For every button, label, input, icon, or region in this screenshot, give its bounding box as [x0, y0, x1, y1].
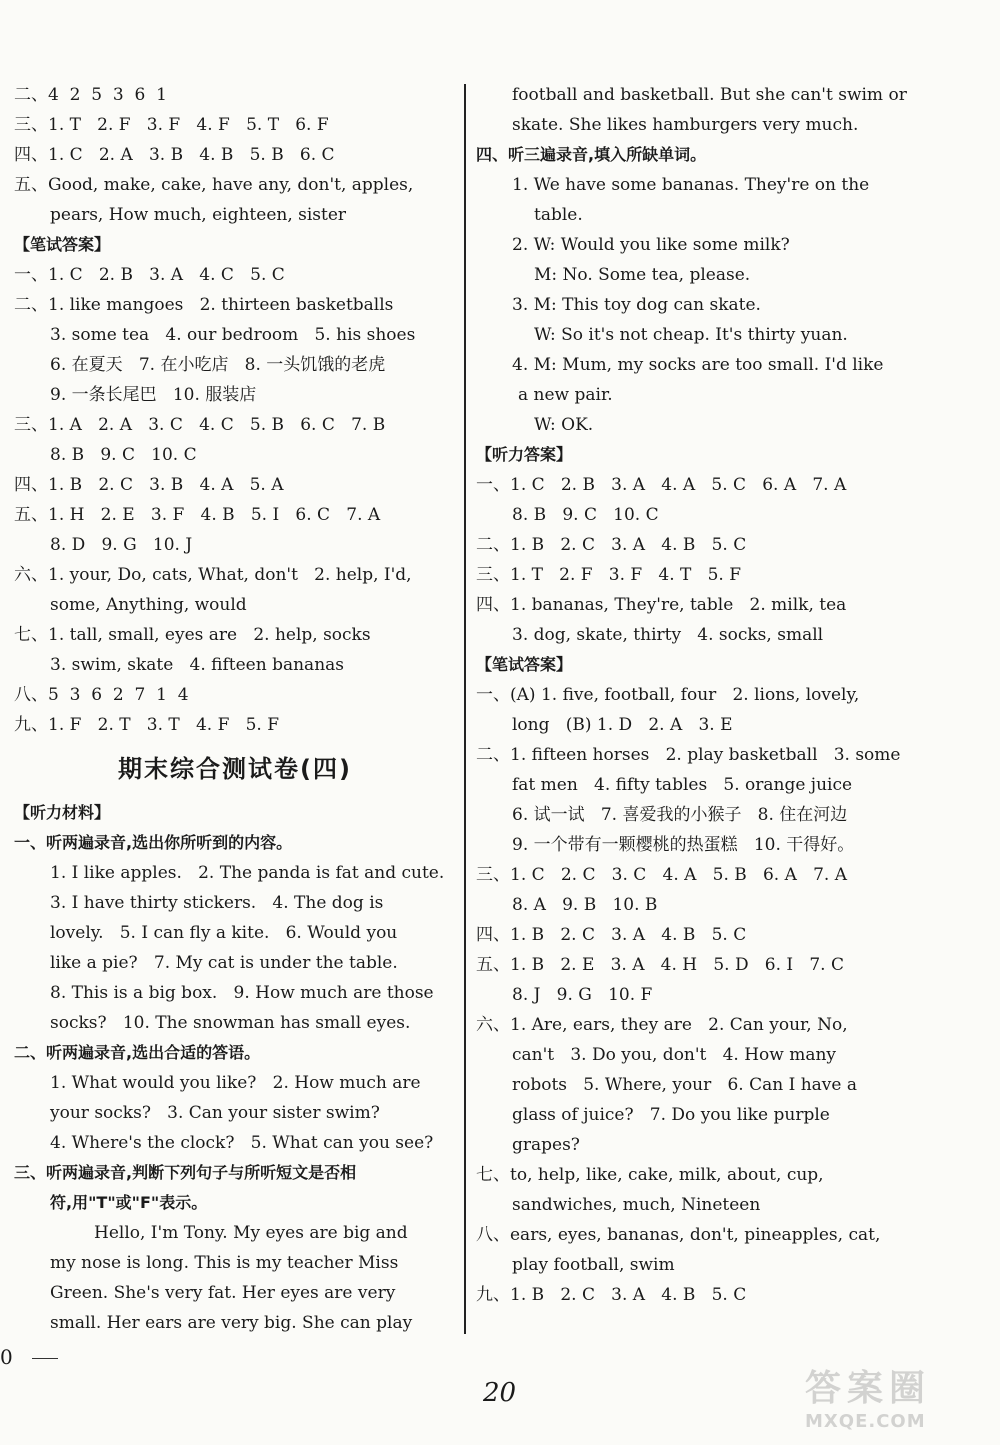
left-line-37: Hello, I'm Tony. My eyes are big and — [94, 1223, 408, 1243]
left-line-26: 3. I have thirty stickers. 4. The dog is — [50, 893, 384, 913]
left-line-31: 二、听两遍录音,选出合适的答语。 — [14, 1043, 261, 1062]
watermark-url: MXQE.COM — [805, 1411, 926, 1432]
right-line-33: robots 5. Where, your 6. Can I have a — [512, 1075, 857, 1095]
left-line-6: 一、1. C 2. B 3. A 4. C 5. C — [14, 265, 285, 285]
right-line-28: 四、1. B 2. C 3. A 4. B 5. C — [476, 925, 747, 945]
right-line-35: grapes? — [512, 1135, 580, 1155]
right-line-39: play football, swim — [512, 1255, 675, 1275]
right-line-1: skate. She likes hamburgers very much. — [512, 115, 859, 135]
left-line-36: 符,用"T"或"F"表示。 — [50, 1193, 208, 1212]
left-line-8: 3. some tea 4. our bedroom 5. his shoes — [50, 325, 416, 345]
right-line-5: 2. W: Would you like some milk? — [512, 235, 790, 255]
right-line-10: a new pair. — [518, 385, 613, 405]
right-line-19: 【笔试答案】 — [476, 655, 573, 674]
left-line-4: pears, How much, eighteen, sister — [50, 205, 347, 225]
left-line-11: 三、1. A 2. A 3. C 4. C 5. B 6. C 7. B — [14, 415, 386, 435]
right-line-17: 四、1. bananas, They're, table 2. milk, tea — [476, 595, 847, 615]
right-column — [476, 80, 922, 1310]
right-line-8: W: So it's not cheap. It's thirty yuan. — [534, 325, 848, 345]
left-line-24: 一、听两遍录音,选出你所听到的内容。 — [14, 833, 293, 852]
left-line-12: 8. B 9. C 10. C — [50, 445, 197, 465]
right-line-40: 九、1. B 2. C 3. A 4. B 5. C — [476, 1285, 747, 1305]
left-line-25: 1. I like apples. 2. The panda is fat and cute. — [50, 863, 445, 883]
left-line-1: 三、1. T 2. F 3. F 4. F 5. T 6. F — [14, 115, 329, 135]
right-line-14: 8. B 9. C 10. C — [512, 505, 659, 525]
right-line-22: 二、1. fifteen horses 2. play basketball 3. some — [476, 745, 901, 765]
left-line-9: 6. 在夏天 7. 在小吃店 8. 一头饥饿的老虎 — [50, 355, 386, 375]
right-line-6: M: No. Some tea, please. — [534, 265, 751, 285]
right-line-9: 4. M: Mum, my socks are too small. I'd like — [512, 355, 884, 375]
right-line-11: W: OK. — [534, 415, 594, 435]
left-line-32: 1. What would you like? 2. How much are — [50, 1073, 421, 1093]
left-line-22: 期末综合测试卷(四) — [118, 755, 352, 783]
right-line-2: 四、听三遍录音,填入所缺单词。 — [476, 145, 707, 164]
right-line-16: 三、1. T 2. F 3. F 4. T 5. F — [476, 565, 742, 585]
left-line-19: 3. swim, skate 4. fifteen bananas — [50, 655, 344, 675]
right-line-37: sandwiches, much, Nineteen — [512, 1195, 761, 1215]
left-line-38: my nose is long. This is my teacher Miss — [50, 1253, 399, 1273]
right-line-4: table. — [534, 205, 583, 225]
right-line-25: 9. 一个带有一颗樱桃的热蛋糕 10. 干得好。 — [512, 835, 855, 855]
right-line-32: can't 3. Do you, don't 4. How many — [512, 1045, 837, 1065]
right-line-20: 一、(A) 1. five, football, four 2. lions, lovely, — [476, 685, 860, 705]
right-line-31: 六、1. Are, ears, they are 2. Can your, No, — [476, 1015, 848, 1035]
left-line-7: 二、1. like mangoes 2. thirteen basketballs — [14, 295, 394, 315]
right-line-21: long (B) 1. D 2. A 3. E — [512, 715, 733, 735]
left-line-16: 六、1. your, Do, cats, What, don't 2. help, I'd, — [14, 565, 412, 585]
right-line-18: 3. dog, skate, thirty 4. socks, small — [512, 625, 824, 645]
page-number: 20 — [483, 1378, 517, 1408]
left-line-40: small. Her ears are very big. She can play — [50, 1313, 413, 1333]
left-line-39: Green. She's very fat. Her eyes are very — [50, 1283, 396, 1303]
right-line-27: 8. A 9. B 10. B — [512, 895, 658, 915]
watermark-logo — [805, 1360, 985, 1430]
right-line-12: 【听力答案】 — [476, 445, 573, 464]
left-line-35: 三、听两遍录音,判断下列句子与所听短文是否相 — [14, 1163, 357, 1182]
left-line-15: 8. D 9. G 10. J — [50, 535, 193, 555]
right-line-0: football and basketball. But she can't swim or — [512, 85, 907, 105]
left-line-2: 四、1. C 2. A 3. B 4. B 5. B 6. C — [14, 145, 335, 165]
right-line-13: 一、1. C 2. B 3. A 4. A 5. C 6. A 7. A — [476, 475, 847, 495]
left-line-17: some, Anything, would — [50, 595, 247, 615]
left-line-0: 二、4 2 5 3 6 1 — [14, 85, 167, 105]
left-line-28: like a pie? 7. My cat is under the table. — [50, 953, 398, 973]
right-line-30: 8. J 9. G 10. F — [512, 985, 653, 1005]
left-line-5: 【笔试答案】 — [14, 235, 111, 254]
left-line-13: 四、1. B 2. C 3. B 4. A 5. A — [14, 475, 284, 495]
column-divider — [464, 84, 466, 1334]
left-line-20: 八、5 3 6 2 7 1 4 — [14, 685, 189, 705]
left-line-21: 九、1. F 2. T 3. T 4. F 5. F — [14, 715, 280, 735]
right-line-38: 八、ears, eyes, bananas, don't, pineapples, cat, — [476, 1225, 881, 1245]
right-line-29: 五、1. B 2. E 3. A 4. H 5. D 6. I 7. C — [476, 955, 844, 975]
right-line-15: 二、1. B 2. C 3. A 4. B 5. C — [476, 535, 747, 555]
right-line-7: 3. M: This toy dog can skate. — [512, 295, 761, 315]
right-line-3: 1. We have some bananas. They're on the — [512, 175, 870, 195]
left-line-30: socks? 10. The snowman has small eyes. — [50, 1013, 411, 1033]
left-line-29: 8. This is a big box. 9. How much are those — [50, 983, 434, 1003]
left-line-23: 【听力材料】 — [14, 803, 111, 822]
left-line-14: 五、1. H 2. E 3. F 4. B 5. I 6. C 7. A — [14, 505, 381, 525]
left-line-34: 4. Where's the clock? 5. What can you see? — [50, 1133, 434, 1153]
right-line-34: glass of juice? 7. Do you like purple — [512, 1105, 830, 1125]
left-line-10: 9. 一条长尾巴 10. 服装店 — [50, 385, 257, 405]
left-line-3: 五、Good, make, cake, have any, don't, apples, — [14, 175, 414, 195]
corner-rule — [32, 1358, 58, 1359]
left-line-18: 七、1. tall, small, eyes are 2. help, socks — [14, 625, 371, 645]
right-line-24: 6. 试一试 7. 喜爱我的小猴子 8. 住在河边 — [512, 805, 848, 825]
left-line-33: your socks? 3. Can your sister swim? — [50, 1103, 380, 1123]
corner-page-fragment: 0 — [0, 1345, 13, 1369]
left-column — [14, 80, 456, 1338]
right-line-23: fat men 4. fifty tables 5. orange juice — [512, 775, 853, 795]
right-line-26: 三、1. C 2. C 3. C 4. A 5. B 6. A 7. A — [476, 865, 847, 885]
right-line-36: 七、to, help, like, cake, milk, about, cup, — [476, 1165, 824, 1185]
watermark-text: 答案圈 — [805, 1368, 932, 1409]
left-line-27: lovely. 5. I can fly a kite. 6. Would you — [50, 923, 398, 943]
